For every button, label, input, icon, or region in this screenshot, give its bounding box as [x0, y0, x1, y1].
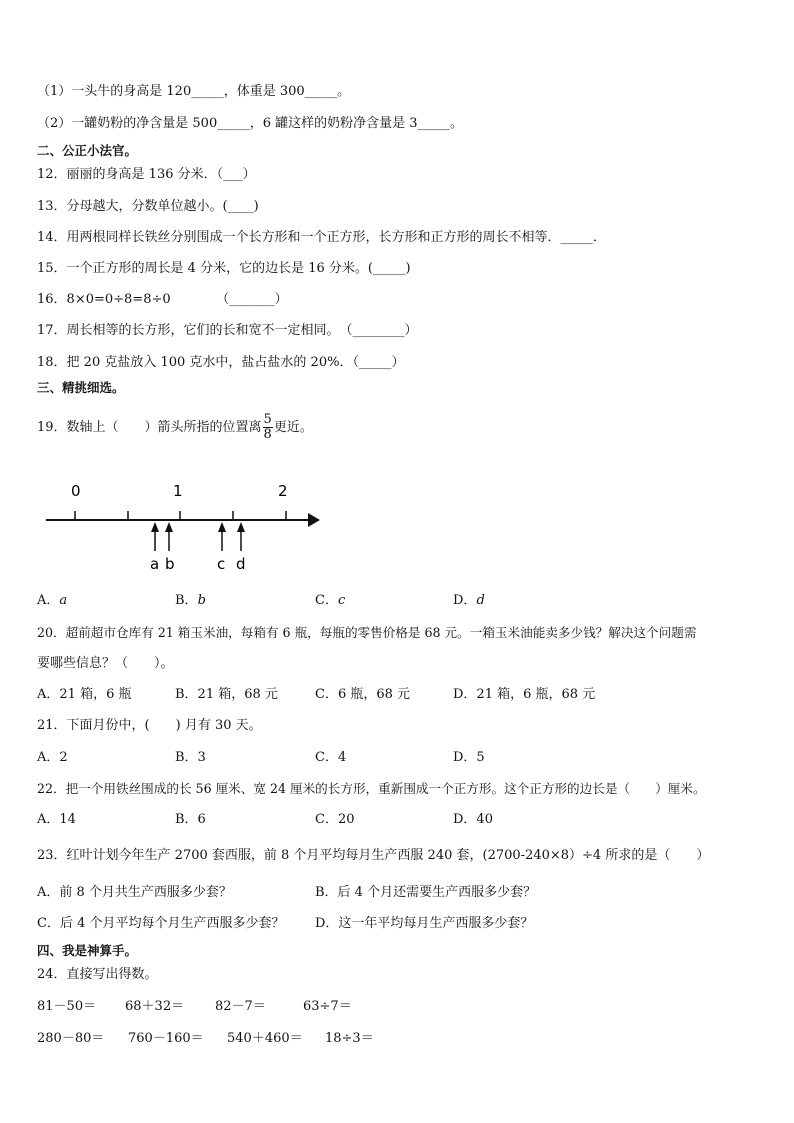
q23-option-c[interactable]: C．后 4 个月平均每个月生产西服多少套？ [37, 916, 285, 931]
question-24: 24．直接写出得数。 [37, 967, 158, 982]
q-unit-2: （2）一罐奶粉的净含量是 500_____，6 罐这样的奶粉净含量是 3_____。 [37, 116, 464, 131]
q20-option-c[interactable]: C．6 瓶，68 元 [315, 687, 411, 702]
q19-option-d-var: d [476, 593, 485, 608]
question-19-stem [37, 410, 313, 446]
q19-option-c[interactable]: C．c [315, 593, 346, 608]
q19-text-after: 更近。 [273, 420, 313, 435]
arrow-label-c: c [217, 555, 226, 573]
calc-5: 280－80＝ [37, 1031, 105, 1046]
arrow-c [218, 522, 226, 551]
q22-option-a[interactable]: A．14 [37, 812, 76, 827]
q-unit-1: （1）一头牛的身高是 120_____，体重是 300_____。 [37, 84, 351, 99]
question-13: 13．分母越大，分数单位越小。(____) [37, 199, 259, 214]
tick-label-1: 1 [173, 482, 183, 500]
arrow-label-b: b [165, 555, 175, 573]
calc-3: 82－7＝ [215, 999, 266, 1014]
q21-option-c[interactable]: C．4 [315, 750, 347, 765]
arrow-b [165, 522, 173, 551]
q19-option-b[interactable]: B．b [175, 593, 206, 608]
q22-option-b[interactable]: B．6 [175, 812, 206, 827]
fraction-numerator: 5 [263, 412, 272, 427]
q19-option-d[interactable]: D．d [453, 593, 485, 608]
q19-option-a[interactable]: A．a [37, 593, 68, 608]
arrow-a [151, 522, 159, 551]
q19-option-c-var: c [337, 593, 346, 608]
section-heading-4: 四、我是神算手。 [37, 943, 138, 958]
question-22: 22．把一个用铁丝围成的长 56 厘米、宽 24 厘米的长方形，重新围成一个正方形。这个正方形的边长是（ ）厘米。 [37, 781, 706, 796]
question-16: 16．8×0=0÷8=8÷0 （_______） [37, 292, 288, 307]
calc-1: 81－50＝ [37, 999, 97, 1014]
q19-text-before: 19．数轴上（ ）箭头所指的位置离 [37, 420, 262, 435]
calc-8: 18÷3＝ [325, 1031, 374, 1046]
question-14: 14．用两根同样长铁丝分别围成一个长方形和一个正方形，长方形和正方形的周长不相等．_____． [37, 230, 607, 245]
question-20-line2: 要哪些信息？（ ）。 [37, 656, 174, 671]
q23-option-a[interactable]: A．前 8 个月共生产西服多少套？ [37, 885, 232, 900]
tick-label-2: 2 [278, 482, 288, 500]
arrow-d [237, 522, 245, 551]
q19-option-b-var: b [197, 593, 206, 608]
q19-option-a-var: a [59, 593, 68, 608]
fraction-denominator: 8 [263, 427, 272, 442]
question-17: 17．周长相等的长方形，它们的长和宽不一定相同。 （________） [37, 323, 418, 338]
question-21: 21．下面月份中，( ) 月有 30 天。 [37, 718, 262, 733]
section-heading-3: 三、精挑细选。 [37, 380, 125, 395]
question-18: 18．把 20 克盐放入 100 克水中，盐占盐水的 20%．（_____） [37, 355, 405, 370]
q22-option-d[interactable]: D．40 [453, 812, 493, 827]
calc-6: 760－160＝ [128, 1031, 204, 1046]
q20-option-d[interactable]: D．21 箱，6 瓶，68 元 [453, 687, 596, 702]
q21-option-d[interactable]: D．5 [453, 750, 485, 765]
q22-option-c[interactable]: C．20 [315, 812, 355, 827]
question-20-line1: 20．超前超市仓库有 21 箱玉米油，每箱有 6 瓶，每瓶的零售价格是 68 元。一箱玉米油能卖多少钱？解决这个问题需 [37, 625, 697, 640]
q23-option-d[interactable]: D．这一年平均每月生产西服多少套？ [315, 916, 534, 931]
number-line-figure [40, 478, 340, 578]
q23-option-b[interactable]: B．后 4 个月还需要生产西服多少套？ [315, 885, 537, 900]
question-15: 15．一个正方形的周长是 4 分米，它的边长是 16 分米。(_____) [37, 261, 411, 276]
q21-option-a[interactable]: A．2 [37, 750, 68, 765]
tick-label-0: 0 [71, 482, 81, 500]
fraction-five-eighths [263, 413, 273, 442]
section-heading-2: 二、公正小法官。 [37, 143, 138, 158]
q20-option-a[interactable]: A．21 箱，6 瓶 [37, 687, 132, 702]
question-12: 12．丽丽的身高是 136 分米．（___） [37, 167, 256, 182]
calc-7: 540＋460＝ [227, 1031, 303, 1046]
arrow-label-a: a [150, 555, 160, 573]
q21-option-b[interactable]: B．3 [175, 750, 206, 765]
number-line-arrowhead [308, 513, 320, 527]
arrow-label-d: d [236, 555, 246, 573]
calc-4: 63÷7＝ [303, 999, 352, 1014]
question-23: 23．红叶计划今年生产 2700 套西服，前 8 个月平均每月生产西服 240 套，(2700-240×8）÷4 所求的是（ ） [37, 848, 710, 863]
q20-option-b[interactable]: B．21 箱，68 元 [175, 687, 278, 702]
calc-2: 68＋32＝ [125, 999, 185, 1014]
